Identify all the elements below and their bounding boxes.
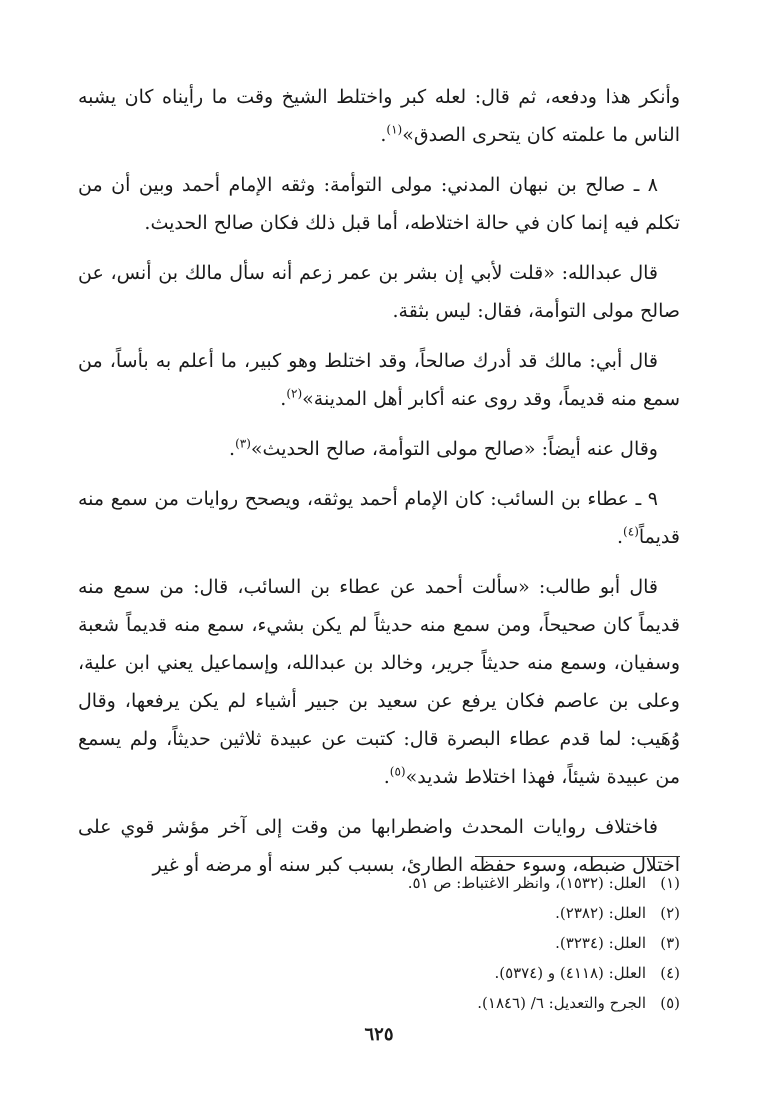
footnotes-list xyxy=(78,868,680,1018)
paragraph-text: ٨ ـ صالح بن نبهان المدني: مولى التوأمة: وثقه الإمام أحمد وبين أن من تكلم فيه إنما كان في حالة اختلاطه، أما قبل ذلك فكان صالح الحديث. xyxy=(78,174,680,234)
footnote-text: العلل: (١٥٣٢)، وانظر الاغتباط: ص ٥١. xyxy=(407,874,646,892)
paragraph-text: قال أبي: مالك قد أدرك صالحاً، وقد اختلط وهو كبير، ما أعلم به بأساً، من سمع منه قديماً، وقد روى عنه أكابر أهل المدينة» xyxy=(78,350,680,410)
paragraph xyxy=(78,430,680,468)
paragraph-text: ٩ ـ عطاء بن السائب: كان الإمام أحمد يوثقه، ويصحح روايات من سمع منه قديماً xyxy=(78,488,680,548)
footnote-text: العلل: (٢٣٨٢). xyxy=(555,904,646,922)
page-body xyxy=(78,78,680,896)
page-number: ٦٢٥ xyxy=(364,1024,394,1045)
footnote xyxy=(78,958,680,988)
footnote-ref[interactable]: (٤) xyxy=(623,524,639,539)
footnote xyxy=(78,868,680,898)
paragraph xyxy=(78,78,680,154)
paragraph-tail: . xyxy=(617,526,624,548)
paragraph xyxy=(78,480,680,556)
paragraph-tail: . xyxy=(380,124,387,146)
footnote-number: (٢) xyxy=(660,904,680,922)
footnote xyxy=(78,988,680,1018)
footnote-number: (٣) xyxy=(660,934,680,952)
footnote-separator xyxy=(475,856,680,857)
paragraph-tail: . xyxy=(229,438,236,460)
footnote-text: الجرح والتعديل: ٦/ (١٨٤٦). xyxy=(477,994,646,1012)
paragraph xyxy=(78,568,680,796)
paragraph-tail: . xyxy=(383,766,390,788)
footnote-number: (٥) xyxy=(660,994,680,1012)
paragraph xyxy=(78,166,680,242)
paragraph-text: وقال عنه أيضاً: «صالح مولى التوأمة، صالح الحديث» xyxy=(250,438,658,460)
footnote-text: العلل: (٤١١٨) و (٥٣٧٤). xyxy=(494,964,646,982)
paragraph-text: قال أبو طالب: «سألت أحمد عن عطاء بن السائب، قال: من سمع منه قديماً كان صحيحاً، ومن سمع منه حديثاً لم يكن بشيء، سمع منه قديماً شعبة وسفيان، وسمع منه حديثاً جرير، وخالد بن عبدالله، وإسماعيل يعني ابن علية، وعلى بن عاصم فكان يرفع عن سعيد بن جبير أشياء لم يكن يرفعها، وقال وُهَيب: لما قدم عطاء البصرة قال: كتبت عن عبيدة ثلاثين حديثاً، ولم يسمع من عبيدة شيئاً، فهذا اختلاط شديد» xyxy=(78,576,680,788)
paragraph-text: فاختلاف روايات المحدث واضطرابها من وقت إلى آخر مؤشر قوي على اختلال ضبطه، وسوء حفظه الطارئ، بسبب كبر سنه أو مرضه أو غير xyxy=(78,816,680,876)
footnote-ref[interactable]: (٥) xyxy=(389,764,406,779)
paragraph xyxy=(78,254,680,330)
footnote-text: العلل: (٣٢٣٤). xyxy=(555,934,646,952)
paragraph-text: قال عبدالله: «قلت لأبي إن بشر بن عمر زعم أنه سأل مالك بن أنس، عن صالح مولى التوأمة، فقال: ليس بثقة. xyxy=(78,262,680,322)
footnote-number: (٤) xyxy=(660,964,680,982)
footnote-ref[interactable]: (٢) xyxy=(286,386,303,401)
footnote-ref[interactable]: (١) xyxy=(386,122,403,137)
footnote-number: (١) xyxy=(660,874,680,892)
paragraph-tail: . xyxy=(280,388,287,410)
paragraph-text: وأنكر هذا ودفعه، ثم قال: لعله كبر واختلط الشيخ وقت ما رأيناه كان يشبه الناس ما علمته كان يتحرى الصدق» xyxy=(78,86,680,146)
footnote xyxy=(78,898,680,928)
paragraph xyxy=(78,342,680,418)
footnote-ref[interactable]: (٣) xyxy=(235,436,251,451)
footnote xyxy=(78,928,680,958)
